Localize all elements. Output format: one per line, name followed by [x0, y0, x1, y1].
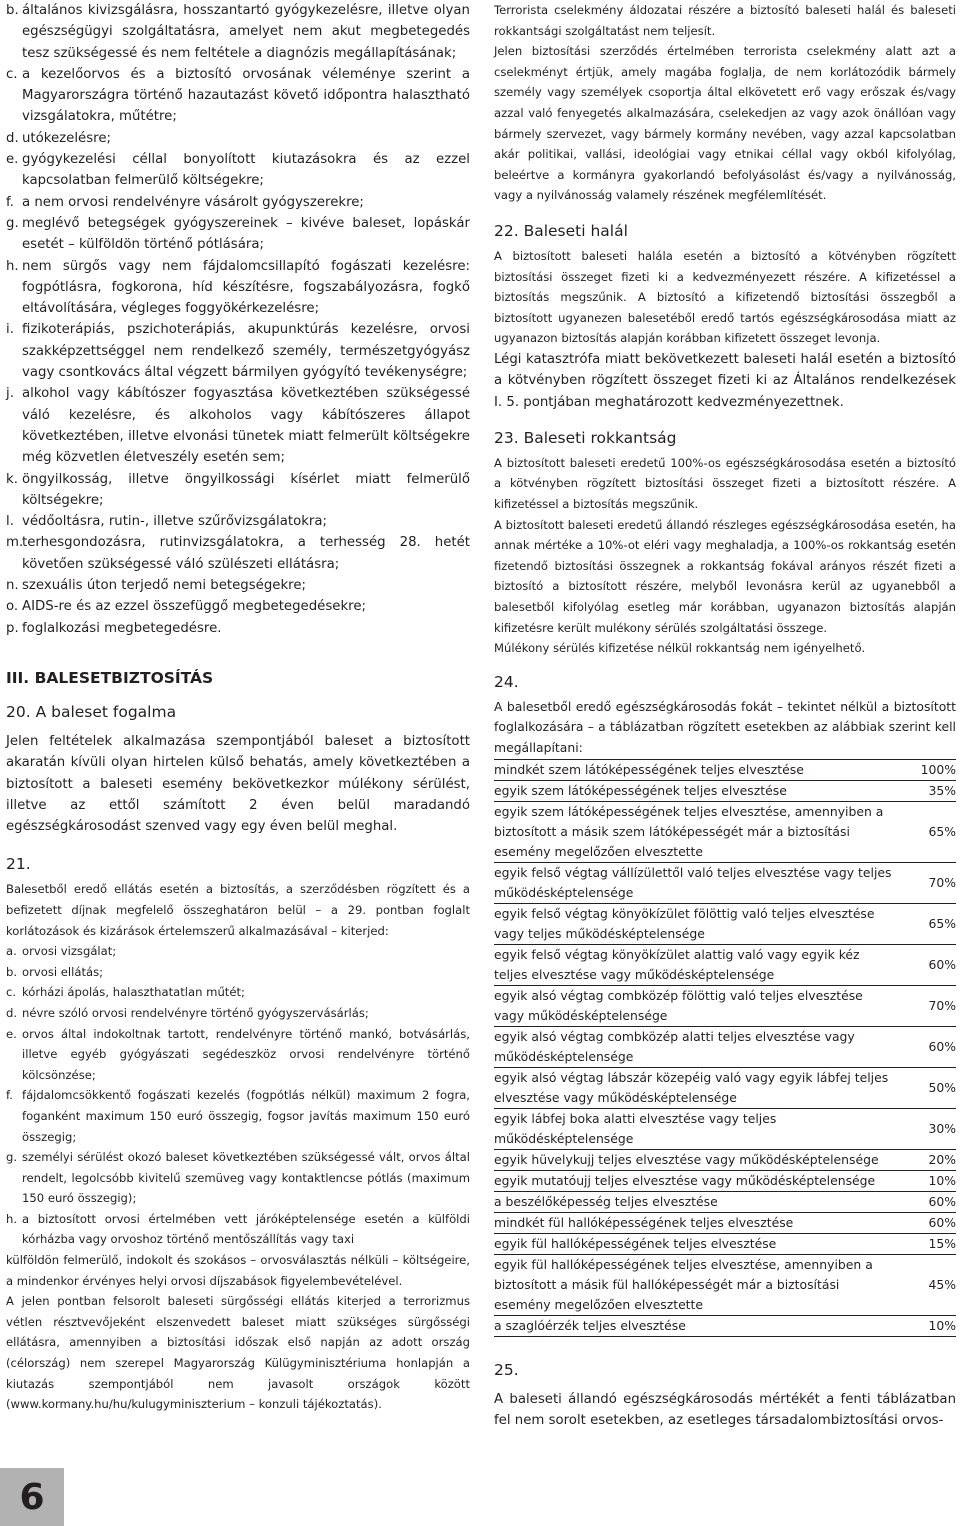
left-column: [6, 0, 470, 1415]
paragraph-21: Balesetből eredő ellátás esetén a biztosítás, a szerződésben rögzített és a befizetett díjnak megfelelő összeghatáron belül – a 29. pontban foglalt korlátozások és kizárások értelemszerű alkalmazásával – kiterjed:: [6, 882, 470, 938]
heading-24: 24.: [494, 672, 519, 691]
paragraph-24: A balesetből eredő egészségkárosodás fokát – tekintet nélkül a biztosított foglalkozására – a táblázatban rögzített esetekben az alábbiak szerint kell megállapítani:: [494, 698, 956, 755]
list-item: d. utókezelésre;: [6, 130, 111, 146]
heading-21: 21.: [6, 855, 31, 874]
paragraph-20: Jelen feltételek alkalmazása szempontjából baleset a biztosított akaratán kívüli olyan hirtelen külső behatás, amely következtében a biztosított a baleseti esemény bekövetkezkor múlékony sérülést, illetve az ettől számított 2 éven belül maradandó egészségkárosodást szenved vagy egy éven belül meghal.: [6, 733, 470, 835]
paragraph-25: A baleseti állandó egészségkárosodás mértékét a fenti táblázatban fel nem sorolt esetekben, az esetleges társadalombiztosítási orvos-: [494, 1391, 956, 1428]
table-row: egyik felső végtag könyökízület alattig való vagy egyik kéz teljes elvesztése vagy működésképtelensége 60%: [494, 944, 956, 985]
table-row: a szaglóérzék teljes elvesztése 10%: [494, 1315, 956, 1336]
paragraph-terror-1: Terrorista cselekmény áldozatai részére a biztosító baleseti halál és baleseti rokkantsági szolgáltatást nem teljesít.: [494, 3, 956, 38]
paragraph-21c: A jelen pontban felsorolt baleseti sürgősségi ellátás kiterjed a terrorizmus vétlen résztvevőjeként elszenvedett baleset miatt szükséges sürgősségi ellátásra, amennyiben a biztosítási időszak első napján az adott ország (célország) nem szerepel Magyarország Külügyminisztériuma honlapján a kiutazás szempontjából nem javasolt országok között (www.kormany.hu/hu/kulugyminiszterium – konzuli tájékoztatás).: [6, 1294, 470, 1412]
list-item: h. nem sürgős vagy nem fájdalomcsillapító fogászati kezelésre: fogpótlásra, fogkorona, híd készítésre, fogszabályozásra, fogkő eltávolítására, végleges foggyökérkezelésre;: [6, 258, 470, 317]
list-item: f. fájdalomcsökkentő fogászati kezelés (fogpótlás nélkül) maximum 2 fogra, foganként maximum 150 euró összegig, fogsor javítás maximum 150 euró összegig;: [6, 1088, 470, 1144]
heading-23: 23. Baleseti rokkantság: [494, 428, 677, 447]
list-item: p. foglalkozási megbetegedésre.: [6, 620, 222, 636]
disability-table: [494, 759, 956, 1337]
table-row: egyik lábfej boka alatti elvesztése vagy teljes működésképtelensége 30%: [494, 1108, 956, 1149]
table-row: mindkét fül hallóképességének teljes elvesztése 60%: [494, 1212, 956, 1233]
paragraph-22b: Légi katasztrófa miatt bekövetkezett baleseti halál esetén a biztosító a kötvényben rögzített összeget fizeti ki az Általános rendelkezések I. 5. pontjában meghatározott kedvezményezettnek.: [494, 351, 956, 410]
list-item: o. AIDS-re és az ezzel összefüggő megbetegedésekre;: [6, 599, 366, 615]
table-row: a beszélőképesség teljes elvesztése 60%: [494, 1191, 956, 1212]
page-number: 6: [0, 1468, 64, 1526]
table-row: egyik alsó végtag lábszár közepéig való vagy egyik lábfej teljes elvesztése vagy működésképtelensége 50%: [494, 1067, 956, 1108]
heading-20: 20. A baleset fogalma: [6, 702, 177, 721]
table-row: egyik fül hallóképességének teljes elvesztése 15%: [494, 1233, 956, 1254]
table-row: egyik hüvelykujj teljes elvesztése vagy működésképtelensége 20%: [494, 1149, 956, 1170]
list-item: f. a nem orvosi rendelvényre vásárolt gyógyszerekre;: [6, 194, 364, 210]
coverage-list: [6, 941, 470, 1250]
list-item: c. kórházi ápolás, halaszthatatlan műtét;: [6, 985, 245, 1000]
table-row: egyik szem látóképességének teljes elvesztése 35%: [494, 780, 956, 801]
paragraph-22a: A biztosított baleseti halála esetén a biztosító a kötvényben rögzített biztosítási összeget fizeti ki a kedvezményezett részére. A kifizetéssel a biztosítás megszűnik. A biztosító a kifizetendő biztosítási összegből a biztosított ugyanezen balesetéből eredő tartós egészségkárosodása miatt az ugyanazon biztosítás alapján korábban kifizetett összeget levonja.: [494, 248, 956, 346]
paragraph-terror-2: Jelen biztosítási szerződés értelmében terrorista cselekmény alatt azt a cselekményt értjük, amely magába foglalja, de nem korlátozódik bármely személy vagy személyek csoportja által elkövetett erő vagy erőszak és/vagy azzal való fenyegetés alkalmazására, cselekedjen az vagy azok önállóan vagy bármely szervezet, vagy bármely kormány nevében, vagy azzal kapcsolatban akár politikai, vallási, ideológiai vagy etnikai céllal vagy okból kifolyólag, beleértve a kormányra gyakorlandó befolyásolást és/vagy a nyilvánosság, vagy a nyilvánosság valamely részének megfélemlítését.: [494, 44, 956, 203]
list-item: e. gyógykezelési céllal bonyolított kiutazásokra és az ezzel kapcsolatban felmerülő költségekre;: [6, 152, 470, 189]
paragraph-23b: A biztosított baleseti eredetű állandó részleges egészségkárosodása esetén, ha annak mértéke a 10%-ot eléri vagy meghaladja, a 100%-os rokkantság esetén fizetendő biztosítási összegnek a rokkantság fokával arányos részét fizeti a biztosító a biztosított részére, melyből levonásra kerül az ugyanebből a balesetből kifolyólag esetleg már korábban, ugyanazon biztosítás alapján kifizetésre került mulékony sérülés szolgáltatási összege.: [494, 517, 956, 635]
list-item: b. általános kivizsgálásra, hosszantartó gyógykezelésre, illetve olyan egészségügyi szolgáltatásra, amelyet nem akut megbetegedés tesz szükségessé és nem feltétele a diagnózis megállapításának;: [6, 3, 470, 61]
table-row: egyik fül hallóképességének teljes elvesztése, amennyiben a biztosított a másik fül hallóképességét már a biztosítási esemény megelőzően elvesztette 45%: [494, 1254, 956, 1315]
table-row: egyik mutatóujj teljes elvesztése vagy működésképtelensége 10%: [494, 1170, 956, 1191]
list-item: k. öngyilkosság, illetve öngyilkossági kísérlet miatt felmerülő költségekre;: [6, 471, 470, 508]
section-title: III. BALESETBIZTOSÍTÁS: [6, 668, 214, 687]
heading-22: 22. Baleseti halál: [494, 221, 628, 240]
right-column: [494, 0, 956, 1431]
list-item: h. a biztosított orvosi értelmében vett járóképtelensége esetén a külföldi kórházba vagy orvoshoz történő mentőszállítás vagy taxi: [6, 1211, 470, 1247]
table-row: egyik alsó végtag combközép alatti teljes elvesztése vagy működésképtelensége 60%: [494, 1026, 956, 1067]
list-item: b. orvosi ellátás;: [6, 964, 104, 979]
exclusion-list: [6, 0, 470, 639]
paragraph-23a: A biztosított baleseti eredetű 100%-os egészségkárosodása esetén a biztosító a kötvényben rögzített biztosítási összeget fizeti a biztosított részére. A kifizetéssel a biztosítás megszűnik.: [494, 455, 956, 511]
table-row: egyik alsó végtag combközép fölöttig való teljes elvesztése vagy működésképtelensége 70%: [494, 985, 956, 1026]
table-row: egyik felső végtag könyökízület fölöttig való teljes elvesztése vagy teljes működésképtelensége 65%: [494, 903, 956, 944]
heading-25: 25.: [494, 1360, 519, 1379]
paragraph-21b: külföldön felmerülő, indokolt és szokásos – orvosválasztás nélküli – költségeire, a mindenkor érvényes helyi orvosi díjszabások figyelembevételével.: [6, 1253, 470, 1288]
list-item: g. személyi sérülést okozó baleset következtében szükségessé vált, orvos által rendelt, legolcsóbb kivitelű szemüveg vagy kontaktlencse pótlás (maximum 150 euró összegig);: [6, 1150, 470, 1206]
paragraph-23c: Múlékony sérülés kifizetése nélkül rokkantság nem igényelhető.: [494, 641, 866, 656]
list-item: n. szexuális úton terjedő nemi betegségekre;: [6, 578, 307, 594]
list-item: j. alkohol vagy kábítószer fogyasztása következtében szükségessé váló kezelésre, és alkoholos vagy kábítószeres állapot következtében, illetve elvonási tünetek miatt felmerült költségekre még közvetlen életveszély esetén sem;: [6, 386, 470, 466]
table-row: mindkét szem látóképességének teljes elvesztése 100%: [494, 759, 956, 780]
list-item: a. orvosi vizsgálat;: [6, 944, 117, 959]
table-row: egyik szem látóképességének teljes elvesztése, amennyiben a biztosított a másik szem látóképességét már a biztosítási esemény megelőzően elvesztette 65%: [494, 801, 956, 862]
list-item: c. a kezelőorvos és a biztosító orvosának véleménye szerint a Magyarországra történő hazautazást követő időpontra halasztható vizsgálatokra, műtétre;: [6, 66, 470, 125]
list-item: d. névre szóló orvosi rendelvényre történő gyógyszervásárlás;: [6, 1005, 369, 1020]
list-item: g. meglévő betegségek gyógyszereinek – kivéve baleset, lopáskár esetét – külföldön történő pótlására;: [6, 215, 470, 253]
list-item: i. fizikoterápiás, pszichoterápiás, akupunktúrás kezelésre, orvosi szakképzettséggel nem rendelkező személy, természetgyógyász vagy csontkovács által végzett bármilyen gyógyító tevékenységre;: [6, 322, 470, 381]
list-item: e. orvos által indokoltnak tartott, rendelvényre történő mankó, botvásárlás, illetve egyéb gyógyászati segédeszköz orvosi rendelvényre történő kölcsönzése;: [6, 1026, 470, 1082]
list-item: l. védőoltásra, rutin-, illetve szűrővizsgálatokra;: [6, 514, 328, 530]
list-item: m. terhesgondozásra, rutinvizsgálatokra, a terhesség 28. hetét követően szükségessé váló szülészeti ellátásra;: [6, 535, 470, 572]
table-row: egyik felső végtag vállízülettől való teljes elvesztése vagy teljes működésképtelensége 70%: [494, 862, 956, 903]
